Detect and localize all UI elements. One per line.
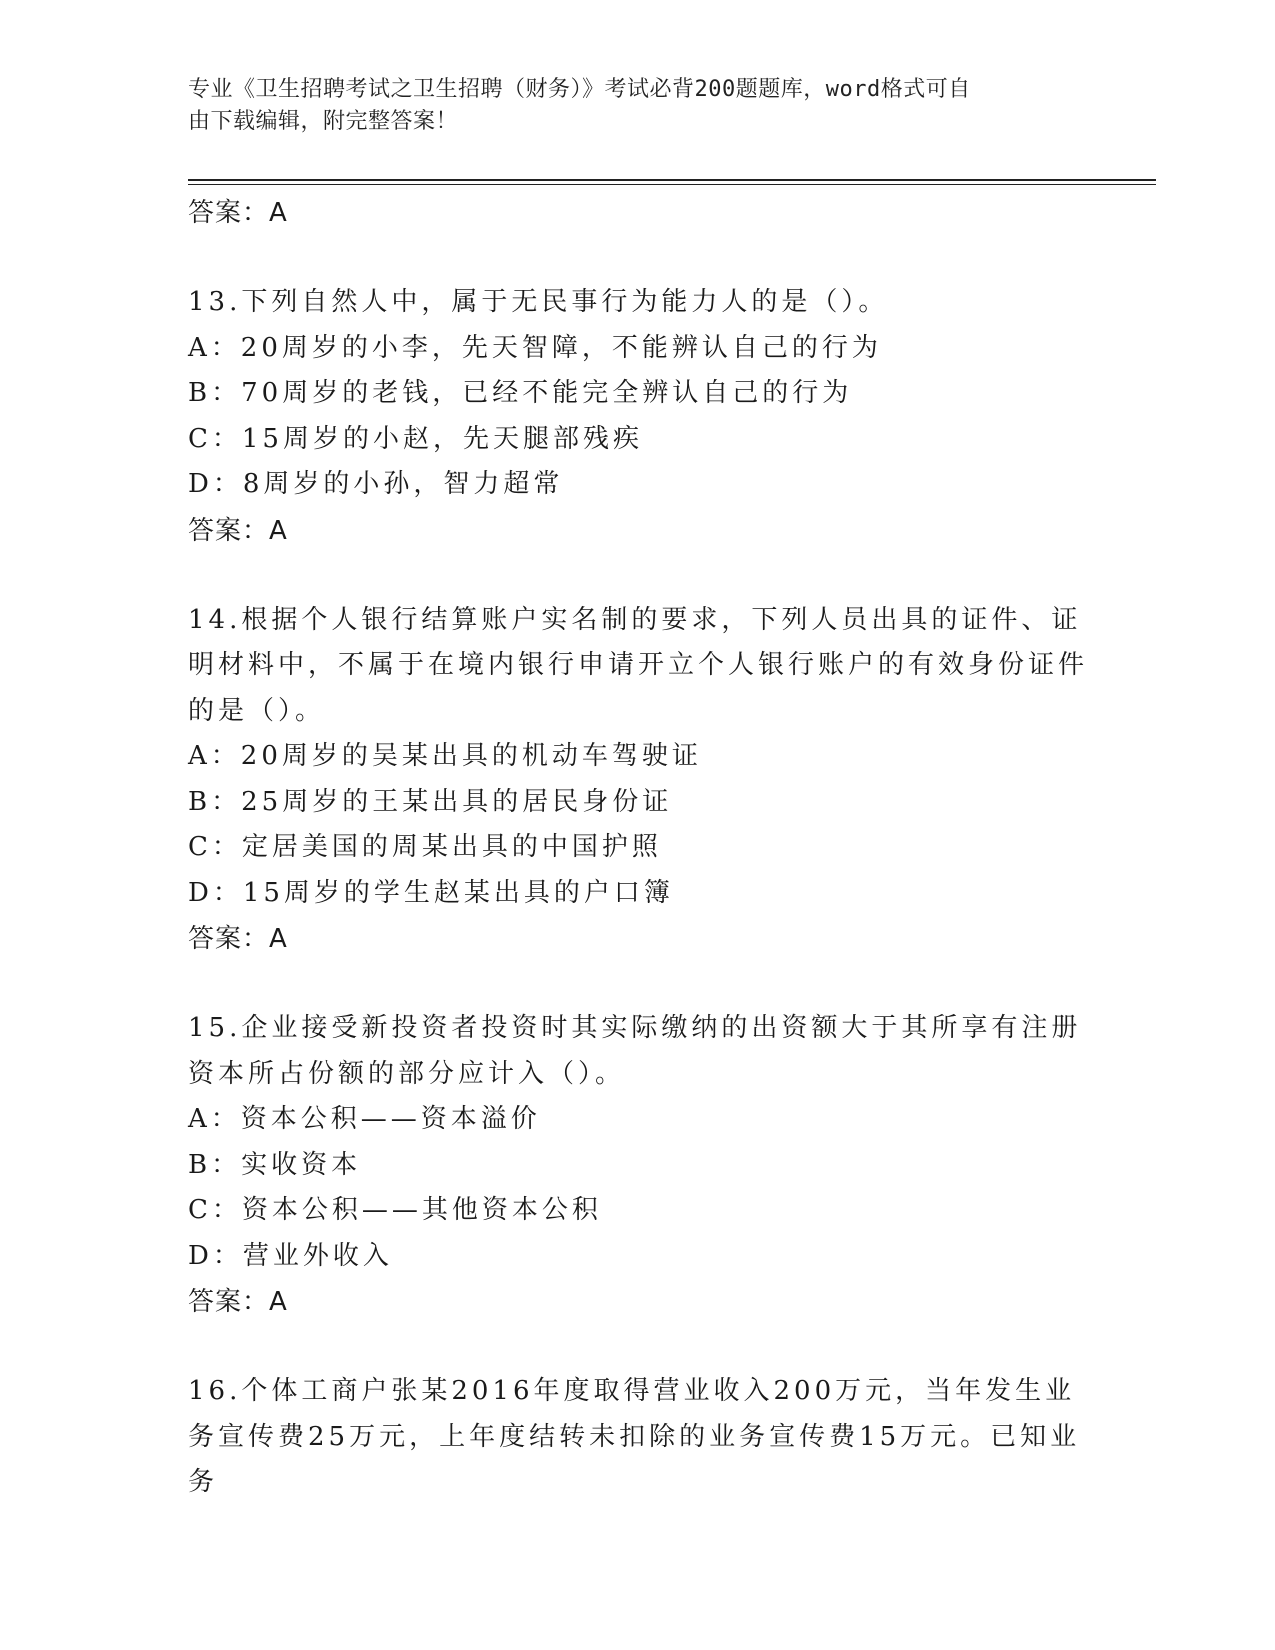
document-body [188, 190, 1088, 1506]
question-15 [188, 1006, 1088, 1325]
header-line-1: 专业《卫生招聘考试之卫生招聘（财务）》考试必背200题题库，word格式可自 [188, 77, 971, 102]
answer-label: 答案：A [188, 515, 288, 546]
option-d: D：8周岁的小孙，智力超常 [188, 469, 564, 499]
option-c: C：资本公积——其他资本公积 [188, 1195, 602, 1225]
question-13 [188, 280, 1088, 554]
option-c: C：15周岁的小赵，先天腿部残疾 [188, 423, 643, 454]
question-16 [188, 1369, 1088, 1506]
option-c: C：定居美国的周某出具的中国护照 [188, 832, 662, 862]
document-header [188, 74, 1068, 138]
option-a: A：20周岁的吴某出具的机动车驾驶证 [188, 741, 702, 771]
question-stem: 16.个体工商户张某2016年度取得营业收入200万元，当年发生业务宣传费25万元，上年度结转未扣除的业务宣传费15万元。已知业务 [188, 1376, 1081, 1497]
option-d: D：营业外收入 [188, 1240, 393, 1271]
option-b: B：70周岁的老钱，已经不能完全辨认自己的行为 [188, 378, 853, 408]
question-stem: 13.下列自然人中，属于无民事行为能力人的是（）。 [188, 287, 889, 317]
option-a: A：20周岁的小李，先天智障，不能辨认自己的行为 [188, 332, 882, 363]
header-rule-thin [188, 184, 1156, 185]
header-line-2: 由下载编辑，附完整答案！ [188, 109, 459, 134]
option-a: A：资本公积——资本溢价 [188, 1104, 541, 1134]
question-stem: 15.企业接受新投资者投资时其实际缴纳的出资额大于其所享有注册资本所占份额的部分应计入（）。 [188, 1013, 1082, 1089]
option-d: D：15周岁的学生赵某出具的户口簿 [188, 877, 674, 908]
option-b: B：25周岁的王某出具的居民身份证 [188, 786, 673, 817]
header-rule-thick [188, 179, 1156, 181]
answer-label: 答案：A [188, 1287, 288, 1317]
answer-label: 答案：A [188, 198, 288, 228]
question-14 [188, 598, 1088, 963]
question-stem: 14.根据个人银行结算账户实名制的要求，下列人员出具的证件、证明材料中，不属于在境内银行申请开立个人银行账户的有效身份证件的是（）。 [188, 604, 1089, 726]
answer-label: 答案：A [188, 924, 288, 954]
option-b: B：实收资本 [188, 1149, 362, 1180]
